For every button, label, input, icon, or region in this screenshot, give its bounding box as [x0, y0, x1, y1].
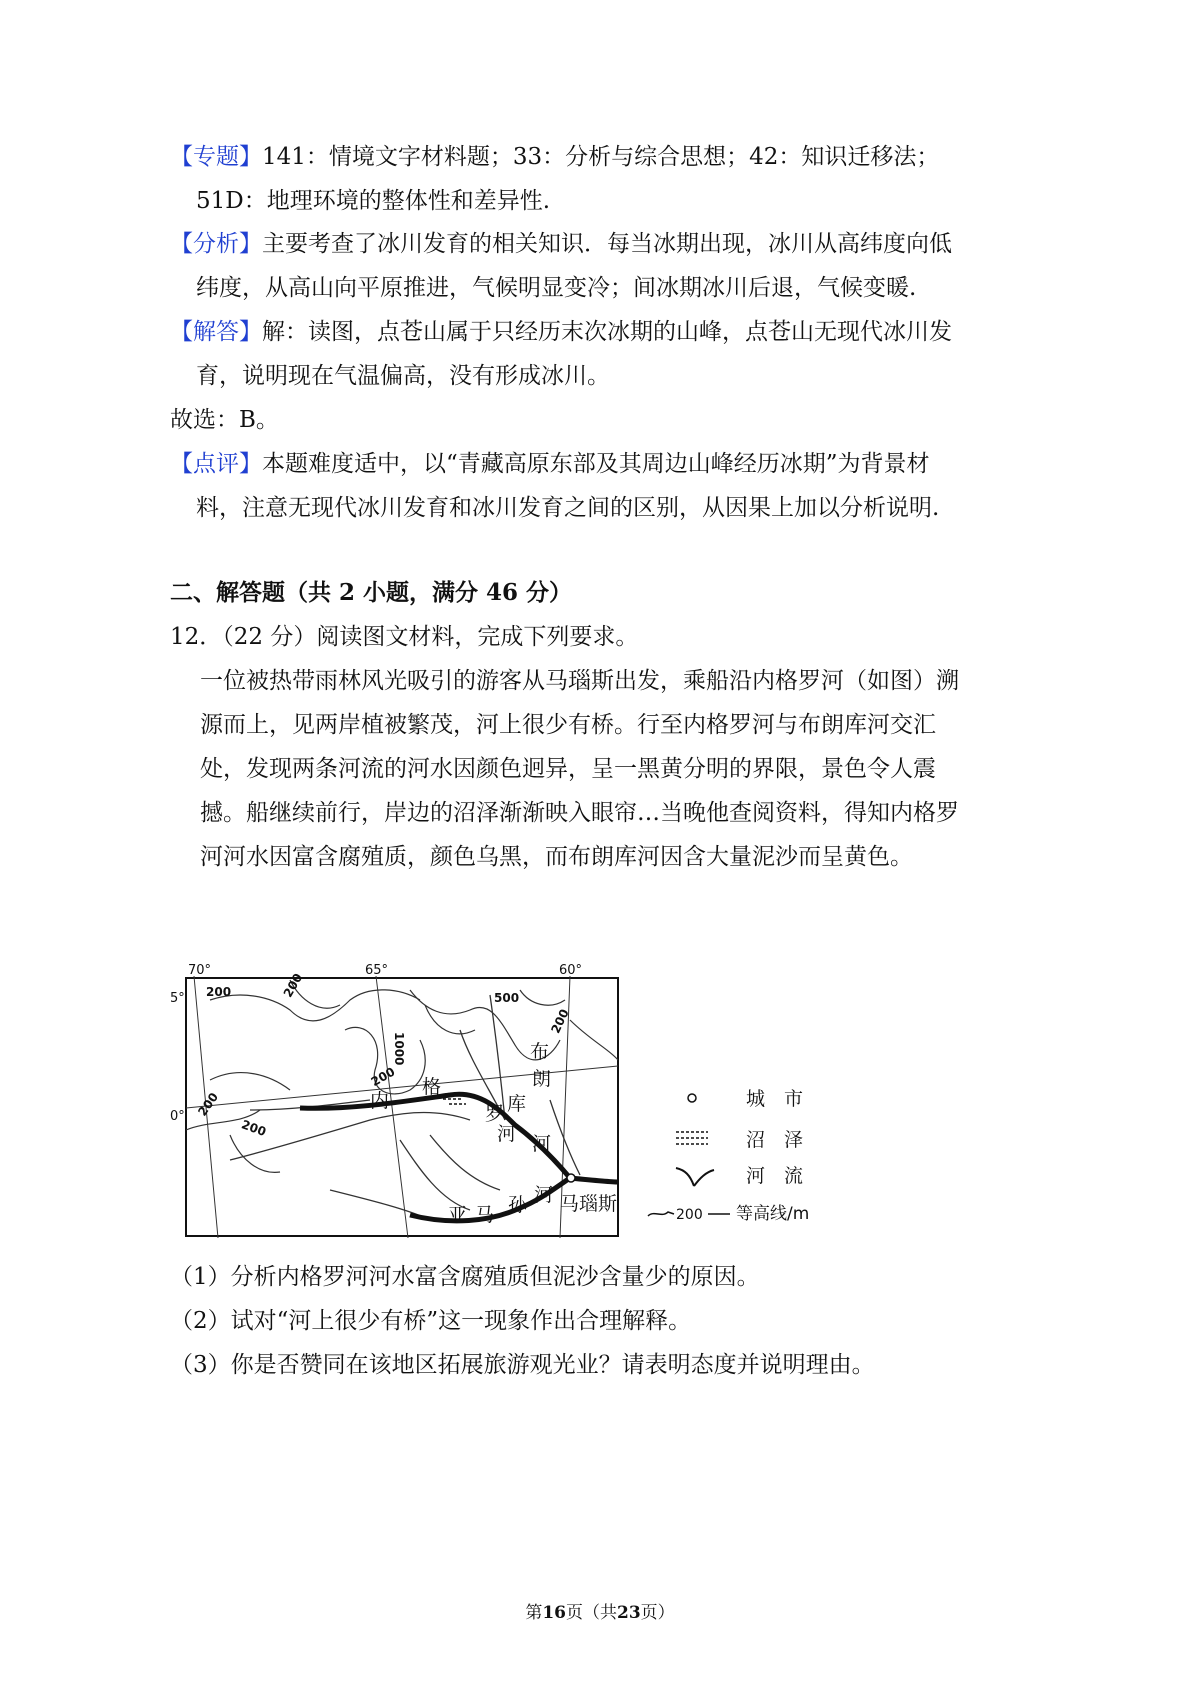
contour-label: 200 — [548, 1006, 572, 1036]
answer-choice: 故选：B。 — [170, 407, 279, 433]
legend-contour-label: 等高线/m — [736, 1204, 810, 1224]
jieda-tag: 【解答】 — [170, 319, 262, 345]
jieda-text-1: 解：读图，点苍山属于只经历末次冰期的山峰，点苍山无现代冰川发 — [262, 319, 952, 345]
zhuanti-tag: 【专题】 — [170, 144, 262, 170]
manaus-label: 马瑙斯 — [560, 1193, 618, 1215]
manaus-city-marker — [567, 1174, 575, 1182]
passage-line-4: 撼。船继续前行，岸边的沼泽渐渐映入眼帘…当晚他查阅资料，得知内格罗 — [200, 800, 959, 826]
fenxi-line-1 — [170, 229, 952, 259]
bulangku-river-label-2: 朗 — [532, 1068, 552, 1090]
contour-label: 500 — [494, 991, 520, 1005]
lat-label-5: 5° — [170, 991, 185, 1006]
amazon-river-label-4: 河 — [534, 1184, 554, 1206]
amazon-river-map — [170, 960, 850, 1250]
fenxi-text-1: 主要考查了冰川发育的相关知识．每当冰期出现，冰川从高纬度向低 — [262, 231, 952, 257]
lon-label-60: 60° — [559, 963, 583, 978]
bulangku-river-label-1: 布 — [530, 1041, 550, 1063]
dianping-tag: 【点评】 — [170, 451, 262, 477]
zhuanti-text-2: 51D：地理环境的整体性和差异性. — [196, 188, 551, 214]
legend-city-icon — [688, 1094, 696, 1102]
legend-swamp-label: 沼 泽 — [746, 1129, 804, 1151]
zhuanti-text-1: 141：情境文字材料题；33：分析与综合思想；42：知识迁移法； — [262, 144, 940, 170]
contour-label: 200 — [206, 985, 232, 999]
legend-contour-icon — [648, 1212, 674, 1216]
negro-river-label-3: 罗 — [485, 1103, 505, 1125]
passage-line-1: 一位被热带雨林风光吸引的游客从马瑙斯出发，乘船沿内格罗河（如图）溯 — [200, 668, 959, 694]
tributaries — [230, 995, 580, 1220]
contour-label: 200 — [280, 970, 306, 1000]
lon-label-65: 65° — [365, 963, 389, 978]
negro-river-label-1: 内 — [370, 1090, 390, 1112]
amazon-river-label-1: 亚 — [448, 1204, 468, 1226]
legend-swamp-icon — [676, 1132, 708, 1144]
jieda-line-1 — [170, 317, 952, 347]
question-12-stem: 12．（22 分）阅读图文材料，完成下列要求。 — [170, 624, 639, 650]
legend-contour-value: 200 — [676, 1207, 703, 1223]
current-page: 16 — [542, 1603, 566, 1623]
jieda-text-2: 育，说明现在气温偏高，没有形成冰川。 — [196, 363, 610, 389]
contour-label: 1000 — [392, 1032, 406, 1066]
fenxi-text-2: 纬度，从高山向平原推进，气候明显变冷；间冰期冰川后退，气候变暖. — [196, 275, 917, 301]
passage-line-2: 源而上，见两岸植被繁茂，河上很少有桥。行至内格罗河与布朗库河交汇 — [200, 712, 936, 738]
negro-river-label-4: 河 — [532, 1133, 552, 1155]
page-footer: 第16页（共23页） — [525, 1603, 675, 1623]
contour-label: 200 — [239, 1117, 268, 1140]
sub-question-2: （2）试对“河上很少有桥”这一现象作出合理解释。 — [170, 1308, 692, 1334]
amazon-river-label-2: 马 — [475, 1204, 495, 1226]
contour-label: 200 — [368, 1064, 398, 1090]
bulangku-river-label-3: 库 — [507, 1093, 527, 1115]
sub-question-3: （3）你是否赞同在该地区拓展旅游观光业？请表明态度并说明理由。 — [170, 1352, 875, 1378]
dianping-text-2: 料，注意无现代冰川发育和冰川发育之间的区别，从因果上加以分析说明. — [196, 495, 940, 521]
amazon-river-label-3: 孙 — [508, 1194, 528, 1216]
section-heading: 二、解答题（共 2 小题，满分 46 分） — [170, 579, 573, 606]
bulangku-river-label-4: 河 — [497, 1123, 517, 1145]
negro-river-label-2: 格 — [422, 1076, 442, 1098]
sub-question-1: （1）分析内格罗河河水富含腐殖质但泥沙含量少的原因。 — [170, 1264, 760, 1290]
map-legend — [648, 1088, 809, 1224]
lon-label-70: 70° — [188, 963, 212, 978]
passage-line-3: 处，发现两条河流的河水因颜色迥异，呈一黑黄分明的界限，景色令人震 — [200, 756, 936, 782]
total-pages: 23 — [617, 1603, 641, 1623]
legend-river-label: 河 流 — [746, 1165, 804, 1187]
lat-label-0: 0° — [170, 1109, 185, 1124]
negro-river — [300, 1094, 618, 1182]
passage-line-5: 河河水因富含腐殖质，颜色乌黑，而布朗库河因含大量泥沙而呈黄色。 — [200, 844, 913, 870]
fenxi-tag: 【分析】 — [170, 231, 262, 257]
map-frame — [186, 978, 618, 1236]
legend-river-icon — [676, 1168, 714, 1186]
legend-city-label: 城 市 — [746, 1088, 804, 1110]
zhuanti-line-1 — [170, 142, 939, 172]
dianping-text-1: 本题难度适中，以“青藏高原东部及其周边山峰经历冰期”为背景材 — [262, 451, 930, 477]
dianping-line-1 — [170, 449, 930, 479]
contour-label: 200 — [195, 1090, 222, 1119]
